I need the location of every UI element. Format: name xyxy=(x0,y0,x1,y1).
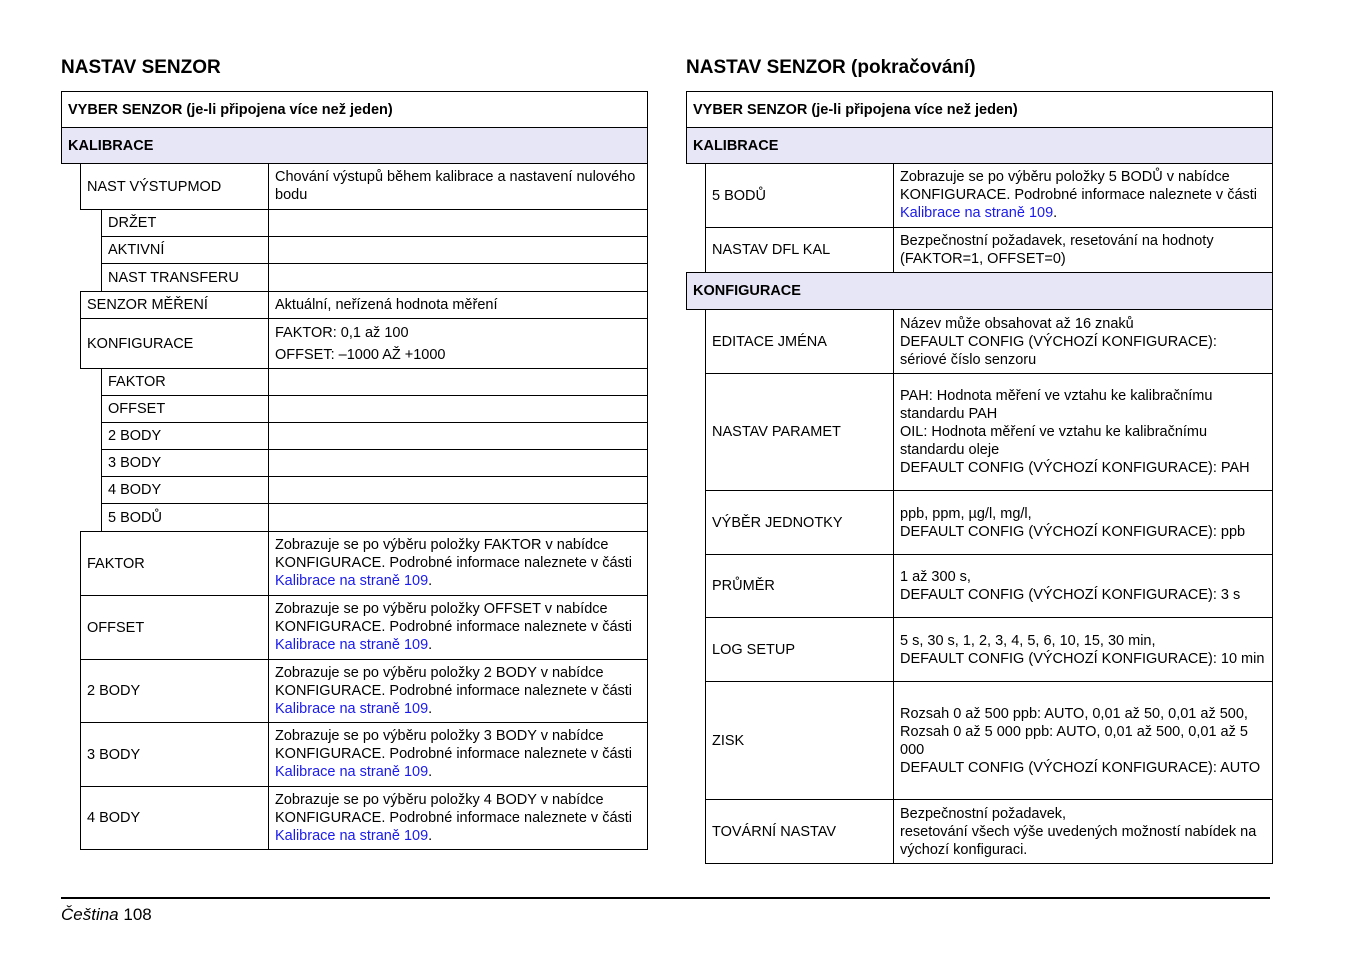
menu-label-log-setup: LOG SETUP xyxy=(705,617,894,682)
menu-label-configuration: KONFIGURACE xyxy=(80,318,269,369)
menu-desc-4-points: Zobrazuje se po výběru položky 4 BODY v nabídce KONFIGURACE. Podrobné informace naleznete v části Kalibrace na straně 109. xyxy=(268,786,648,850)
empty-cell xyxy=(268,236,648,264)
menu-desc-factory-reset: Bezpečnostní požadavek, resetování všech výše uvedených možností nabídek na výchozí konfiguraci. xyxy=(893,799,1273,864)
menu-desc-offset: Zobrazuje se po výběru položky OFFSET v nabídce KONFIGURACE. Podrobné informace naleznete v části Kalibrace na straně 109. xyxy=(268,595,648,660)
option-active: AKTIVNÍ xyxy=(101,236,269,264)
menu-desc-output-mode: Chování výstupů během kalibrace a nastavení nulového bodu xyxy=(268,163,648,210)
menu-desc-3-points: Zobrazuje se po výběru položky 3 BODY v nabídce KONFIGURACE. Podrobné informace naleznete v části Kalibrace na straně 109. xyxy=(268,722,648,787)
menu-label-reset-default-cal: NASTAV DFL KAL xyxy=(705,227,894,273)
calibration-link[interactable]: Kalibrace na straně 109 xyxy=(275,701,429,717)
menu-desc-5-points: Zobrazuje se po výběru položky 5 BODŮ v nabídce KONFIGURACE. Podrobné informace naleznete v části Kalibrace na straně 109. xyxy=(893,163,1273,228)
menu-desc-select-units: ppb, ppm, µg/l, mg/l, DEFAULT CONFIG (VÝCHOZÍ KONFIGURACE): ppb xyxy=(893,490,1273,555)
empty-cell xyxy=(268,263,648,292)
menu-desc-factor: Zobrazuje se po výběru položky FAKTOR v nabídce KONFIGURACE. Podrobné informace naleznete v části Kalibrace na straně 109. xyxy=(268,531,648,596)
menu-label-offset: OFFSET xyxy=(80,595,269,660)
empty-cell xyxy=(268,368,648,396)
page-footer xyxy=(61,905,152,925)
calibration-link[interactable]: Kalibrace na straně 109 xyxy=(275,573,429,589)
empty-cell xyxy=(268,422,648,450)
empty-cell xyxy=(268,476,648,504)
calibration-section-header: KALIBRACE xyxy=(61,127,648,164)
menu-label-4-points: 4 BODY xyxy=(80,786,269,850)
menu-label-2-points: 2 BODY xyxy=(80,659,269,723)
menu-desc-2-points: Zobrazuje se po výběru položky 2 BODY v nabídce KONFIGURACE. Podrobné informace naleznete v části Kalibrace na straně 109. xyxy=(268,659,648,723)
menu-label-average: PRŮMĚR xyxy=(705,554,894,618)
option-offset: OFFSET xyxy=(101,395,269,423)
config-factor-range: FAKTOR: 0,1 až 100 xyxy=(275,325,409,341)
calibration-link[interactable]: Kalibrace na straně 109 xyxy=(275,828,429,844)
footer-page-number: 108 xyxy=(123,905,152,924)
menu-desc-log-setup: 5 s, 30 s, 1, 2, 3, 4, 5, 6, 10, 15, 30 min, DEFAULT CONFIG (VÝCHOZÍ KONFIGURACE): 10 min xyxy=(893,617,1273,682)
empty-cell xyxy=(268,395,648,423)
option-2-points: 2 BODY xyxy=(101,422,269,450)
empty-cell xyxy=(268,209,648,237)
footer-divider xyxy=(61,897,1270,899)
config-offset-range: OFFSET: –1000 AŽ +1000 xyxy=(275,347,446,363)
menu-desc-configuration xyxy=(268,318,648,369)
calibration-link[interactable]: Kalibrace na straně 109 xyxy=(900,205,1054,221)
menu-label-set-parameter: NASTAV PARAMET xyxy=(705,373,894,491)
option-5-points: 5 BODŮ xyxy=(101,503,269,532)
calibration-section-header: KALIBRACE xyxy=(686,127,1273,164)
menu-desc-sensor-measurement: Aktuální, neřízená hodnota měření xyxy=(268,291,648,319)
menu-desc-set-parameter: PAH: Hodnota měření ve vztahu ke kalibračnímu standardu PAH OIL: Hodnota měření ve vztahu ke kalibračnímu standardu oleje DEFAULT CONFIG (VÝCHOZÍ KONFIGURACE): PAH xyxy=(893,373,1273,491)
menu-label-3-points: 3 BODY xyxy=(80,722,269,787)
menu-label-factory-reset: TOVÁRNÍ NASTAV xyxy=(705,799,894,864)
menu-label-gain: ZISK xyxy=(705,681,894,800)
footer-language: Čeština xyxy=(61,905,119,924)
select-sensor-row: VYBER SENZOR (je-li připojena více než jeden) xyxy=(686,91,1273,128)
option-factor: FAKTOR xyxy=(101,368,269,396)
option-transfer: NAST TRANSFERU xyxy=(101,263,269,292)
menu-label-edit-name: EDITACE JMÉNA xyxy=(705,309,894,374)
menu-label-factor: FAKTOR xyxy=(80,531,269,596)
menu-label-output-mode: NAST VÝSTUPMOD xyxy=(80,163,269,210)
calibration-link[interactable]: Kalibrace na straně 109 xyxy=(275,637,429,653)
configuration-section-header: KONFIGURACE xyxy=(686,272,1273,310)
menu-label-5-points: 5 BODŮ xyxy=(705,163,894,228)
empty-cell xyxy=(268,449,648,477)
menu-desc-average: 1 až 300 s, DEFAULT CONFIG (VÝCHOZÍ KONFIGURACE): 3 s xyxy=(893,554,1273,618)
left-page-title: NASTAV SENZOR xyxy=(61,57,221,78)
menu-desc-edit-name: Název může obsahovat až 16 znaků DEFAULT CONFIG (VÝCHOZÍ KONFIGURACE): sériové číslo senzoru xyxy=(893,309,1273,374)
option-3-points: 3 BODY xyxy=(101,449,269,477)
menu-desc-reset-default-cal: Bezpečnostní požadavek, resetování na hodnoty (FAKTOR=1, OFFSET=0) xyxy=(893,227,1273,273)
calibration-link[interactable]: Kalibrace na straně 109 xyxy=(275,764,429,780)
select-sensor-row: VYBER SENZOR (je-li připojena více než jeden) xyxy=(61,91,648,128)
option-4-points: 4 BODY xyxy=(101,476,269,504)
empty-cell xyxy=(268,503,648,532)
menu-label-select-units: VÝBĚR JEDNOTKY xyxy=(705,490,894,555)
menu-label-sensor-measurement: SENZOR MĚŘENÍ xyxy=(80,291,269,319)
option-hold: DRŽET xyxy=(101,209,269,237)
menu-desc-gain: Rozsah 0 až 500 ppb: AUTO, 0,01 až 50, 0,01 až 500, Rozsah 0 až 5 000 ppb: AUTO, 0,01 až 500, 0,01 až 5 000 DEFAULT CONFIG (VÝCHOZÍ KONFIGURACE): AUTO xyxy=(893,681,1273,800)
right-page-title: NASTAV SENZOR (pokračování) xyxy=(686,57,976,78)
